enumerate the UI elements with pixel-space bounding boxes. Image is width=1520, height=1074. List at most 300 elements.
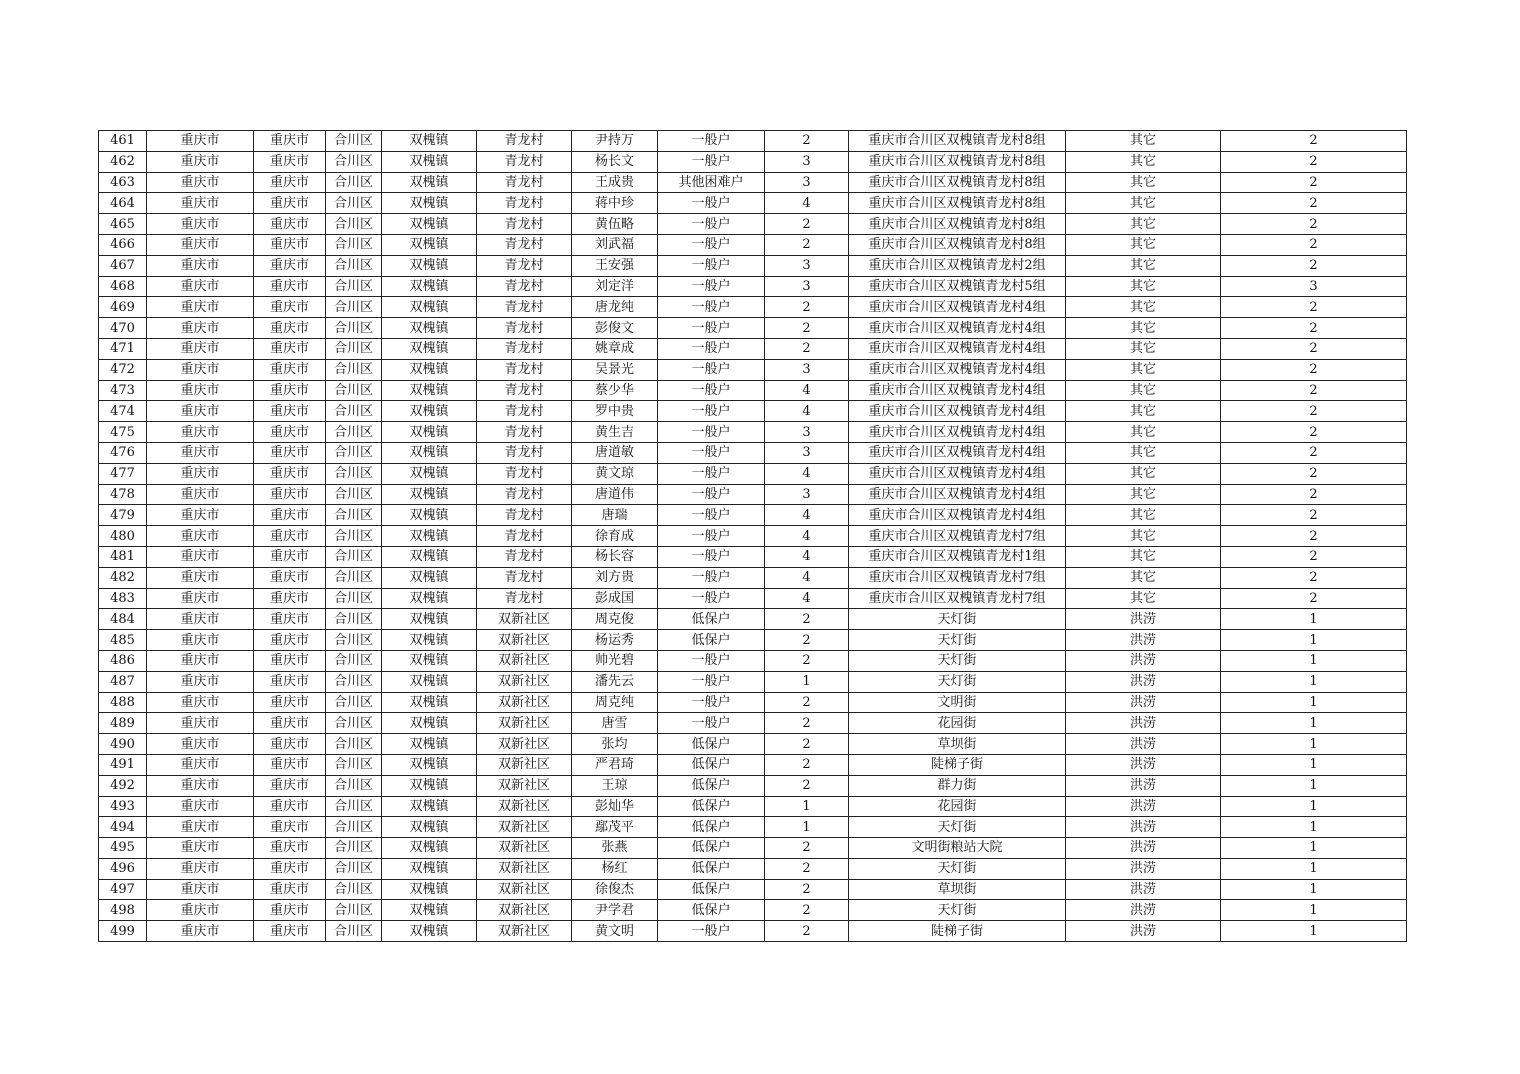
village-cell: 青龙村 xyxy=(477,463,572,484)
row-number: 475 xyxy=(99,422,147,443)
name-cell: 罗中贵 xyxy=(572,401,658,422)
address-cell: 重庆市合川区双槐镇青龙村4组 xyxy=(849,359,1066,380)
name-cell: 彭俊文 xyxy=(572,318,658,339)
province-cell: 重庆市 xyxy=(147,131,254,152)
row-number: 469 xyxy=(99,297,147,318)
district-cell: 合川区 xyxy=(326,567,382,588)
address-cell: 重庆市合川区双槐镇青龙村5组 xyxy=(849,276,1066,297)
province-cell: 重庆市 xyxy=(147,671,254,692)
table-row xyxy=(99,151,1407,172)
row-number: 498 xyxy=(99,900,147,921)
town-cell: 双槐镇 xyxy=(382,692,477,713)
address-cell: 天灯街 xyxy=(849,671,1066,692)
count-cell: 2 xyxy=(1221,255,1407,276)
disaster-type-cell: 洪涝 xyxy=(1066,609,1221,630)
member-count-cell: 2 xyxy=(765,754,849,775)
city-cell: 重庆市 xyxy=(254,131,326,152)
address-cell: 陡梯子街 xyxy=(849,754,1066,775)
village-cell: 双新社区 xyxy=(477,650,572,671)
city-cell: 重庆市 xyxy=(254,151,326,172)
city-cell: 重庆市 xyxy=(254,650,326,671)
disaster-type-cell: 其它 xyxy=(1066,193,1221,214)
count-cell: 1 xyxy=(1221,630,1407,651)
member-count-cell: 4 xyxy=(765,526,849,547)
province-cell: 重庆市 xyxy=(147,900,254,921)
town-cell: 双槐镇 xyxy=(382,713,477,734)
member-count-cell: 2 xyxy=(765,609,849,630)
disaster-type-cell: 其它 xyxy=(1066,546,1221,567)
town-cell: 双槐镇 xyxy=(382,921,477,942)
count-cell: 1 xyxy=(1221,671,1407,692)
table-row xyxy=(99,526,1407,547)
household-type-cell: 一般户 xyxy=(658,526,765,547)
household-type-cell: 一般户 xyxy=(658,484,765,505)
district-cell: 合川区 xyxy=(326,671,382,692)
city-cell: 重庆市 xyxy=(254,546,326,567)
province-cell: 重庆市 xyxy=(147,692,254,713)
district-cell: 合川区 xyxy=(326,276,382,297)
member-count-cell: 2 xyxy=(765,713,849,734)
disaster-type-cell: 其它 xyxy=(1066,463,1221,484)
address-cell: 天灯街 xyxy=(849,609,1066,630)
name-cell: 刘方贵 xyxy=(572,567,658,588)
row-number: 464 xyxy=(99,193,147,214)
member-count-cell: 4 xyxy=(765,588,849,609)
member-count-cell: 2 xyxy=(765,775,849,796)
count-cell: 2 xyxy=(1221,318,1407,339)
household-type-cell: 低保户 xyxy=(658,754,765,775)
name-cell: 尹学君 xyxy=(572,900,658,921)
member-count-cell: 3 xyxy=(765,484,849,505)
household-type-cell: 一般户 xyxy=(658,713,765,734)
member-count-cell: 2 xyxy=(765,900,849,921)
province-cell: 重庆市 xyxy=(147,193,254,214)
province-cell: 重庆市 xyxy=(147,796,254,817)
count-cell: 2 xyxy=(1221,338,1407,359)
town-cell: 双槐镇 xyxy=(382,255,477,276)
name-cell: 刘定洋 xyxy=(572,276,658,297)
member-count-cell: 3 xyxy=(765,172,849,193)
household-type-cell: 一般户 xyxy=(658,442,765,463)
village-cell: 双新社区 xyxy=(477,734,572,755)
town-cell: 双槐镇 xyxy=(382,879,477,900)
household-type-cell: 一般户 xyxy=(658,692,765,713)
village-cell: 双新社区 xyxy=(477,754,572,775)
count-cell: 2 xyxy=(1221,588,1407,609)
town-cell: 双槐镇 xyxy=(382,567,477,588)
table-row xyxy=(99,401,1407,422)
name-cell: 张燕 xyxy=(572,838,658,859)
table-row xyxy=(99,214,1407,235)
address-cell: 重庆市合川区双槐镇青龙村7组 xyxy=(849,588,1066,609)
name-cell: 徐俊杰 xyxy=(572,879,658,900)
household-type-cell: 一般户 xyxy=(658,380,765,401)
member-count-cell: 3 xyxy=(765,422,849,443)
table-row xyxy=(99,255,1407,276)
member-count-cell: 3 xyxy=(765,151,849,172)
name-cell: 黄文琼 xyxy=(572,463,658,484)
district-cell: 合川区 xyxy=(326,172,382,193)
address-cell: 群力街 xyxy=(849,775,1066,796)
town-cell: 双槐镇 xyxy=(382,671,477,692)
household-type-cell: 一般户 xyxy=(658,505,765,526)
district-cell: 合川区 xyxy=(326,131,382,152)
city-cell: 重庆市 xyxy=(254,879,326,900)
member-count-cell: 4 xyxy=(765,380,849,401)
town-cell: 双槐镇 xyxy=(382,650,477,671)
village-cell: 青龙村 xyxy=(477,484,572,505)
row-number: 490 xyxy=(99,734,147,755)
address-cell: 天灯街 xyxy=(849,817,1066,838)
town-cell: 双槐镇 xyxy=(382,900,477,921)
disaster-type-cell: 其它 xyxy=(1066,442,1221,463)
household-type-cell: 一般户 xyxy=(658,276,765,297)
address-cell: 重庆市合川区双槐镇青龙村4组 xyxy=(849,318,1066,339)
city-cell: 重庆市 xyxy=(254,193,326,214)
household-type-cell: 低保户 xyxy=(658,817,765,838)
village-cell: 青龙村 xyxy=(477,505,572,526)
district-cell: 合川区 xyxy=(326,630,382,651)
count-cell: 1 xyxy=(1221,650,1407,671)
address-cell: 重庆市合川区双槐镇青龙村8组 xyxy=(849,131,1066,152)
count-cell: 2 xyxy=(1221,151,1407,172)
table-row xyxy=(99,359,1407,380)
table-row xyxy=(99,276,1407,297)
city-cell: 重庆市 xyxy=(254,588,326,609)
household-type-cell: 一般户 xyxy=(658,401,765,422)
district-cell: 合川区 xyxy=(326,546,382,567)
member-count-cell: 1 xyxy=(765,796,849,817)
member-count-cell: 2 xyxy=(765,131,849,152)
name-cell: 唐雪 xyxy=(572,713,658,734)
village-cell: 青龙村 xyxy=(477,318,572,339)
household-type-cell: 一般户 xyxy=(658,588,765,609)
table-row xyxy=(99,650,1407,671)
district-cell: 合川区 xyxy=(326,255,382,276)
village-cell: 双新社区 xyxy=(477,838,572,859)
row-number: 497 xyxy=(99,879,147,900)
city-cell: 重庆市 xyxy=(254,255,326,276)
row-number: 466 xyxy=(99,234,147,255)
row-number: 494 xyxy=(99,817,147,838)
name-cell: 吴景光 xyxy=(572,359,658,380)
disaster-type-cell: 其它 xyxy=(1066,505,1221,526)
row-number: 476 xyxy=(99,442,147,463)
village-cell: 双新社区 xyxy=(477,796,572,817)
member-count-cell: 4 xyxy=(765,505,849,526)
table-row xyxy=(99,463,1407,484)
count-cell: 1 xyxy=(1221,921,1407,942)
member-count-cell: 2 xyxy=(765,630,849,651)
table-row xyxy=(99,505,1407,526)
count-cell: 2 xyxy=(1221,131,1407,152)
table-body xyxy=(99,131,1407,942)
town-cell: 双槐镇 xyxy=(382,338,477,359)
address-cell: 重庆市合川区双槐镇青龙村4组 xyxy=(849,484,1066,505)
address-cell: 草坝街 xyxy=(849,734,1066,755)
town-cell: 双槐镇 xyxy=(382,505,477,526)
count-cell: 2 xyxy=(1221,234,1407,255)
village-cell: 青龙村 xyxy=(477,297,572,318)
disaster-type-cell: 洪涝 xyxy=(1066,671,1221,692)
count-cell: 2 xyxy=(1221,484,1407,505)
household-type-cell: 低保户 xyxy=(658,775,765,796)
town-cell: 双槐镇 xyxy=(382,214,477,235)
city-cell: 重庆市 xyxy=(254,318,326,339)
row-number: 481 xyxy=(99,546,147,567)
province-cell: 重庆市 xyxy=(147,713,254,734)
address-cell: 草坝街 xyxy=(849,879,1066,900)
town-cell: 双槐镇 xyxy=(382,526,477,547)
district-cell: 合川区 xyxy=(326,338,382,359)
table-row xyxy=(99,338,1407,359)
address-cell: 陡梯子街 xyxy=(849,921,1066,942)
district-cell: 合川区 xyxy=(326,775,382,796)
count-cell: 2 xyxy=(1221,401,1407,422)
province-cell: 重庆市 xyxy=(147,401,254,422)
district-cell: 合川区 xyxy=(326,734,382,755)
households-table xyxy=(98,130,1407,942)
household-type-cell: 低保户 xyxy=(658,734,765,755)
address-cell: 重庆市合川区双槐镇青龙村4组 xyxy=(849,442,1066,463)
district-cell: 合川区 xyxy=(326,234,382,255)
province-cell: 重庆市 xyxy=(147,817,254,838)
town-cell: 双槐镇 xyxy=(382,193,477,214)
city-cell: 重庆市 xyxy=(254,359,326,380)
household-type-cell: 一般户 xyxy=(658,193,765,214)
village-cell: 青龙村 xyxy=(477,172,572,193)
disaster-type-cell: 其它 xyxy=(1066,484,1221,505)
district-cell: 合川区 xyxy=(326,442,382,463)
address-cell: 重庆市合川区双槐镇青龙村1组 xyxy=(849,546,1066,567)
count-cell: 2 xyxy=(1221,297,1407,318)
city-cell: 重庆市 xyxy=(254,775,326,796)
district-cell: 合川区 xyxy=(326,817,382,838)
count-cell: 2 xyxy=(1221,546,1407,567)
district-cell: 合川区 xyxy=(326,359,382,380)
address-cell: 重庆市合川区双槐镇青龙村4组 xyxy=(849,380,1066,401)
count-cell: 1 xyxy=(1221,900,1407,921)
table-row xyxy=(99,858,1407,879)
name-cell: 刘武福 xyxy=(572,234,658,255)
city-cell: 重庆市 xyxy=(254,463,326,484)
district-cell: 合川区 xyxy=(326,838,382,859)
table-row xyxy=(99,879,1407,900)
town-cell: 双槐镇 xyxy=(382,442,477,463)
district-cell: 合川区 xyxy=(326,900,382,921)
disaster-type-cell: 其它 xyxy=(1066,214,1221,235)
address-cell: 文明街粮站大院 xyxy=(849,838,1066,859)
name-cell: 彭灿华 xyxy=(572,796,658,817)
member-count-cell: 2 xyxy=(765,879,849,900)
village-cell: 双新社区 xyxy=(477,713,572,734)
count-cell: 2 xyxy=(1221,442,1407,463)
town-cell: 双槐镇 xyxy=(382,151,477,172)
disaster-type-cell: 洪涝 xyxy=(1066,858,1221,879)
address-cell: 重庆市合川区双槐镇青龙村8组 xyxy=(849,234,1066,255)
province-cell: 重庆市 xyxy=(147,505,254,526)
disaster-type-cell: 其它 xyxy=(1066,422,1221,443)
town-cell: 双槐镇 xyxy=(382,817,477,838)
household-type-cell: 一般户 xyxy=(658,297,765,318)
name-cell: 王安强 xyxy=(572,255,658,276)
address-cell: 花园街 xyxy=(849,713,1066,734)
village-cell: 双新社区 xyxy=(477,692,572,713)
member-count-cell: 4 xyxy=(765,463,849,484)
address-cell: 重庆市合川区双槐镇青龙村7组 xyxy=(849,567,1066,588)
province-cell: 重庆市 xyxy=(147,318,254,339)
village-cell: 青龙村 xyxy=(477,526,572,547)
town-cell: 双槐镇 xyxy=(382,858,477,879)
member-count-cell: 2 xyxy=(765,650,849,671)
count-cell: 1 xyxy=(1221,879,1407,900)
town-cell: 双槐镇 xyxy=(382,463,477,484)
province-cell: 重庆市 xyxy=(147,650,254,671)
count-cell: 2 xyxy=(1221,567,1407,588)
count-cell: 1 xyxy=(1221,817,1407,838)
row-number: 488 xyxy=(99,692,147,713)
row-number: 465 xyxy=(99,214,147,235)
count-cell: 1 xyxy=(1221,713,1407,734)
address-cell: 重庆市合川区双槐镇青龙村8组 xyxy=(849,172,1066,193)
village-cell: 青龙村 xyxy=(477,151,572,172)
address-cell: 重庆市合川区双槐镇青龙村8组 xyxy=(849,151,1066,172)
household-type-cell: 一般户 xyxy=(658,131,765,152)
province-cell: 重庆市 xyxy=(147,255,254,276)
town-cell: 双槐镇 xyxy=(382,276,477,297)
city-cell: 重庆市 xyxy=(254,921,326,942)
city-cell: 重庆市 xyxy=(254,234,326,255)
table-row xyxy=(99,692,1407,713)
province-cell: 重庆市 xyxy=(147,338,254,359)
name-cell: 唐龙纯 xyxy=(572,297,658,318)
name-cell: 严君琦 xyxy=(572,754,658,775)
row-number: 493 xyxy=(99,796,147,817)
village-cell: 青龙村 xyxy=(477,380,572,401)
household-type-cell: 一般户 xyxy=(658,318,765,339)
province-cell: 重庆市 xyxy=(147,276,254,297)
address-cell: 重庆市合川区双槐镇青龙村4组 xyxy=(849,401,1066,422)
table-row xyxy=(99,754,1407,775)
count-cell: 2 xyxy=(1221,193,1407,214)
name-cell: 潘先云 xyxy=(572,671,658,692)
household-type-cell: 低保户 xyxy=(658,796,765,817)
town-cell: 双槐镇 xyxy=(382,775,477,796)
count-cell: 2 xyxy=(1221,380,1407,401)
disaster-type-cell: 洪涝 xyxy=(1066,838,1221,859)
count-cell: 2 xyxy=(1221,214,1407,235)
address-cell: 重庆市合川区双槐镇青龙村4组 xyxy=(849,505,1066,526)
count-cell: 2 xyxy=(1221,463,1407,484)
province-cell: 重庆市 xyxy=(147,151,254,172)
member-count-cell: 1 xyxy=(765,817,849,838)
disaster-type-cell: 洪涝 xyxy=(1066,650,1221,671)
village-cell: 青龙村 xyxy=(477,567,572,588)
province-cell: 重庆市 xyxy=(147,921,254,942)
table-row xyxy=(99,484,1407,505)
province-cell: 重庆市 xyxy=(147,172,254,193)
name-cell: 姚章成 xyxy=(572,338,658,359)
province-cell: 重庆市 xyxy=(147,442,254,463)
disaster-type-cell: 洪涝 xyxy=(1066,692,1221,713)
village-cell: 双新社区 xyxy=(477,775,572,796)
province-cell: 重庆市 xyxy=(147,838,254,859)
name-cell: 杨运秀 xyxy=(572,630,658,651)
address-cell: 重庆市合川区双槐镇青龙村2组 xyxy=(849,255,1066,276)
row-number: 489 xyxy=(99,713,147,734)
city-cell: 重庆市 xyxy=(254,858,326,879)
city-cell: 重庆市 xyxy=(254,401,326,422)
name-cell: 周克纯 xyxy=(572,692,658,713)
city-cell: 重庆市 xyxy=(254,214,326,235)
district-cell: 合川区 xyxy=(326,588,382,609)
city-cell: 重庆市 xyxy=(254,671,326,692)
district-cell: 合川区 xyxy=(326,380,382,401)
town-cell: 双槐镇 xyxy=(382,359,477,380)
table-row xyxy=(99,609,1407,630)
village-cell: 青龙村 xyxy=(477,131,572,152)
address-cell: 重庆市合川区双槐镇青龙村4组 xyxy=(849,463,1066,484)
count-cell: 1 xyxy=(1221,838,1407,859)
district-cell: 合川区 xyxy=(326,796,382,817)
household-type-cell: 低保户 xyxy=(658,858,765,879)
table-row xyxy=(99,734,1407,755)
address-cell: 天灯街 xyxy=(849,858,1066,879)
table-row xyxy=(99,193,1407,214)
count-cell: 1 xyxy=(1221,734,1407,755)
village-cell: 双新社区 xyxy=(477,858,572,879)
name-cell: 杨长文 xyxy=(572,151,658,172)
name-cell: 唐瑞 xyxy=(572,505,658,526)
household-type-cell: 低保户 xyxy=(658,609,765,630)
member-count-cell: 4 xyxy=(765,546,849,567)
table-row xyxy=(99,318,1407,339)
member-count-cell: 4 xyxy=(765,401,849,422)
household-type-cell: 一般户 xyxy=(658,671,765,692)
district-cell: 合川区 xyxy=(326,401,382,422)
table-row xyxy=(99,131,1407,152)
city-cell: 重庆市 xyxy=(254,754,326,775)
district-cell: 合川区 xyxy=(326,609,382,630)
row-number: 461 xyxy=(99,131,147,152)
town-cell: 双槐镇 xyxy=(382,131,477,152)
disaster-type-cell: 其它 xyxy=(1066,588,1221,609)
household-type-cell: 一般户 xyxy=(658,463,765,484)
village-cell: 双新社区 xyxy=(477,879,572,900)
row-number: 482 xyxy=(99,567,147,588)
household-type-cell: 一般户 xyxy=(658,151,765,172)
village-cell: 双新社区 xyxy=(477,817,572,838)
table-row xyxy=(99,713,1407,734)
city-cell: 重庆市 xyxy=(254,526,326,547)
table-row xyxy=(99,671,1407,692)
household-type-cell: 一般户 xyxy=(658,650,765,671)
village-cell: 青龙村 xyxy=(477,442,572,463)
row-number: 484 xyxy=(99,609,147,630)
household-type-cell: 其他困难户 xyxy=(658,172,765,193)
table-row xyxy=(99,546,1407,567)
province-cell: 重庆市 xyxy=(147,526,254,547)
row-number: 470 xyxy=(99,318,147,339)
table-row xyxy=(99,775,1407,796)
member-count-cell: 3 xyxy=(765,359,849,380)
village-cell: 青龙村 xyxy=(477,546,572,567)
province-cell: 重庆市 xyxy=(147,359,254,380)
disaster-type-cell: 洪涝 xyxy=(1066,817,1221,838)
member-count-cell: 2 xyxy=(765,692,849,713)
table-row xyxy=(99,796,1407,817)
name-cell: 鄢茂平 xyxy=(572,817,658,838)
